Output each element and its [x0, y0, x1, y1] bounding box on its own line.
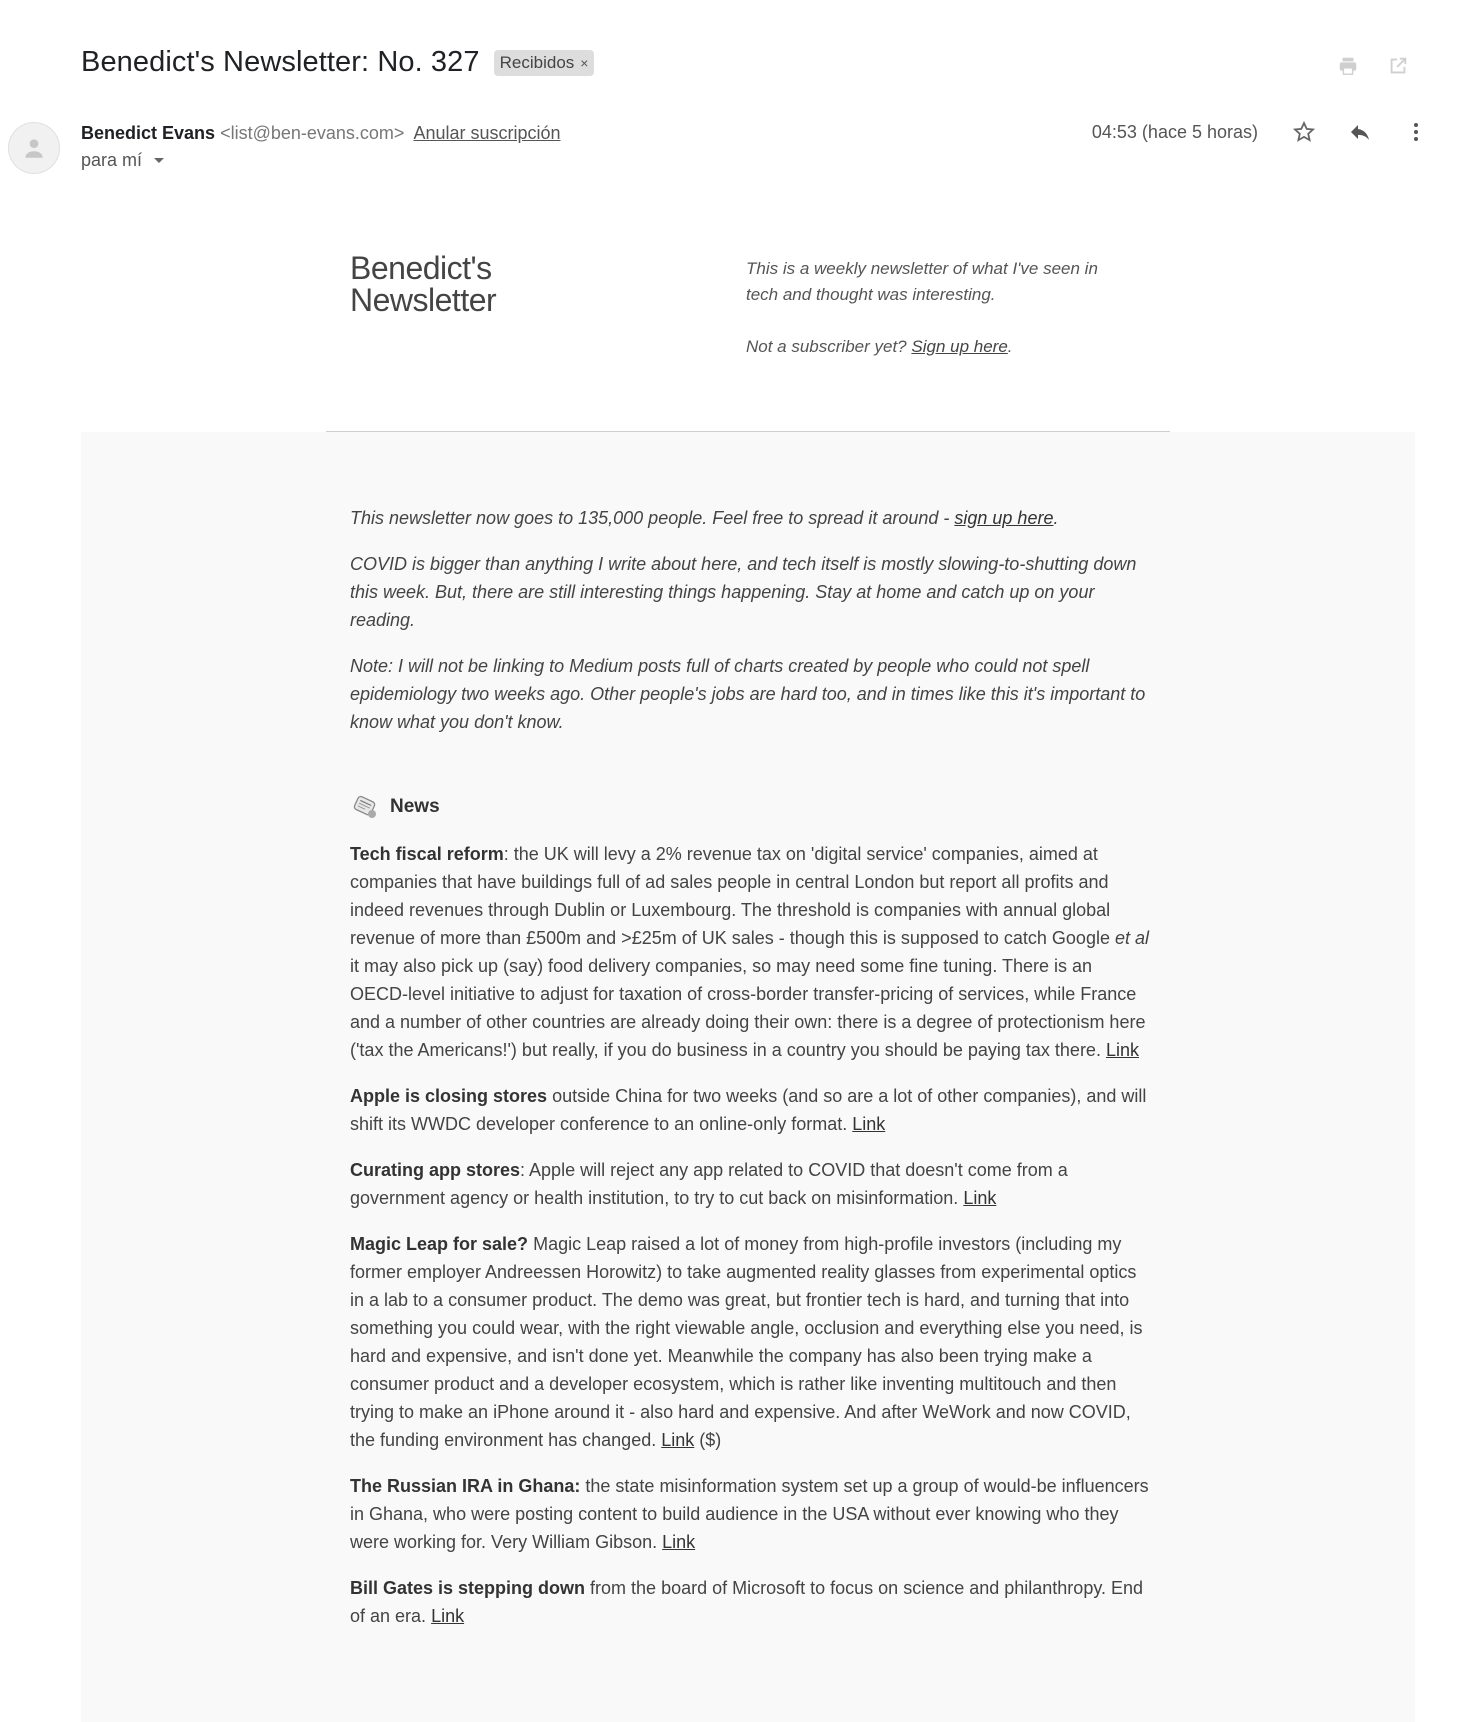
logo-line-2: Newsletter [350, 282, 497, 318]
news-section-heading [350, 792, 1150, 822]
sender-name[interactable]: Benedict Evans [81, 123, 216, 143]
news-item-title: The Russian IRA in Ghana: [350, 1476, 581, 1496]
subscribe-prompt-suffix: . [1007, 337, 1013, 356]
paywall-marker: ($) [699, 1430, 722, 1450]
newspaper-icon [350, 792, 380, 822]
reply-icon[interactable] [1346, 118, 1374, 146]
intro-text: This is a weekly newsletter of what I've seen in tech and thought was interesting. [746, 259, 1098, 304]
news-item-title: Tech fiscal reform [350, 844, 504, 864]
news-item-text-continued: it may also pick up (say) food delivery companies, so may need some fine tuning. There is an OECD-level initiative to adjust for taxation of cross-border transfer-pricing of services, while France and a number of other countries are already doing their own: there is a degree of protectionism here ('tax the Americans!') but really, if you do business in a country you should be paying tax there. [350, 956, 1146, 1060]
news-item-title: Curating app stores [350, 1160, 521, 1180]
newsletter-header [350, 252, 1140, 412]
subscribe-prompt-text: Not a subscriber yet? [746, 337, 907, 356]
news-item-bill-gates [350, 1574, 1150, 1630]
news-item-text: : Apple will reject any app related to COVID that doesn't come from a government agency or health institution, to try to cut back on misinformation. [350, 1160, 1068, 1208]
more-vertical-icon[interactable] [1402, 118, 1430, 146]
newsletter-logo [350, 252, 496, 316]
newsletter-content [350, 504, 1150, 1648]
open-in-new-window-icon[interactable] [1386, 54, 1410, 78]
news-item-tech-fiscal-reform [350, 840, 1150, 1064]
label-chip-text: Recibidos [499, 52, 575, 72]
covid-note: COVID is bigger than anything I write about here, and tech itself is mostly slowing-to-shutting down this week. But, there are still interesting things happening. Stay at home and catch up on your reading. [350, 554, 1137, 630]
recipient-label: para mí [81, 150, 143, 170]
sender-line [81, 123, 561, 144]
sender-avatar [8, 122, 60, 174]
news-item-title: Apple is closing stores [350, 1086, 548, 1106]
top-right-actions [1336, 54, 1410, 78]
news-item-link[interactable]: Link [963, 1188, 997, 1208]
news-item-text: outside China for two weeks (and so are a lot of other companies), and will shift its WWDC developer conference to an online-only format. [350, 1086, 1147, 1134]
logo-line-1: Benedict's [350, 250, 492, 286]
news-item-apple-stores [350, 1082, 1150, 1138]
message-timestamp: 04:53 (hace 5 horas) [1091, 121, 1258, 142]
reach-note-suffix: . [1053, 508, 1059, 528]
news-item-text: from the board of Microsoft to focus on science and philanthropy. End of an era. [350, 1578, 1144, 1626]
reach-note-text: This newsletter now goes to 135,000 people. Feel free to spread it around - [350, 508, 950, 528]
sign-up-link[interactable]: Sign up here [911, 337, 1008, 356]
sign-up-here-link[interactable]: sign up here [954, 508, 1054, 528]
news-item-link[interactable]: Link [852, 1114, 886, 1134]
unsubscribe-link[interactable]: Anular suscripción [413, 123, 561, 143]
news-item-link[interactable]: Link [1105, 1040, 1139, 1060]
news-item-emphasis: et al [1114, 928, 1150, 948]
newsletter-intro [746, 256, 1126, 386]
subscribe-prompt [746, 334, 1126, 360]
person-icon [21, 135, 47, 161]
news-item-link[interactable]: Link [431, 1606, 465, 1626]
medium-note: Note: I will not be linking to Medium posts full of charts created by people who could not spell epidemiology two weeks ago. Other people's jobs are hard too, and in times like this it's important to know what you don't know. [350, 656, 1146, 732]
email-subject-row [81, 46, 594, 79]
news-item-text: Magic Leap raised a lot of money from high-profile investors (including my former employer Andreessen Horowitz) to take augmented reality glasses from experimental optics in a lab to a consumer product. The demo was great, but frontier tech is hard, and turning that into something you could wear, with the right viewable angle, occlusion and everything else you need, is hard and expensive, and isn't done yet. Meanwhile the company has also been trying make a consumer product and a developer ecosystem, which is rather like inventing multitouch and then trying to make an iPhone around it - also hard and expensive. And after WeWork and now COVID, the funding environment has changed. [350, 1234, 1143, 1450]
news-item-link[interactable]: Link [661, 1430, 695, 1450]
remove-label-button[interactable]: × [580, 54, 589, 71]
recipient-line [81, 150, 164, 171]
email-subject: Benedict's Newsletter: No. 327 [81, 46, 480, 78]
news-item-title: Bill Gates is stepping down [350, 1578, 586, 1598]
news-item-title: Magic Leap for sale? [350, 1234, 529, 1254]
newsletter-body [81, 432, 1415, 1722]
star-icon[interactable] [1290, 118, 1318, 146]
printer-icon[interactable] [1336, 54, 1360, 78]
message-actions [1092, 118, 1430, 146]
reach-note [350, 504, 1150, 532]
news-item-text: the state misinformation system set up a group of would-be influencers in Ghana, who were posting content to build audience in the USA without ever knowing who they were working for. Very William Gibson. [350, 1476, 1149, 1552]
news-item-russian-ira [350, 1472, 1150, 1556]
news-item-link[interactable]: Link [662, 1532, 696, 1552]
label-chip-inbox[interactable] [494, 50, 595, 76]
news-item-app-stores [350, 1156, 1150, 1212]
sender-email: <list@ben-evans.com> [220, 123, 405, 143]
news-item-text: : the UK will levy a 2% revenue tax on 'digital service' companies, aimed at companies that have buildings full of ad sales people in central London but report all profits and indeed revenues through Dublin or Luxembourg. The threshold is companies with annual global revenue of more than £500m and >£25m of UK sales - though this is supposed to catch Google [350, 844, 1111, 948]
news-section-title: News [390, 796, 440, 817]
show-details-chevron-down-icon[interactable] [154, 158, 164, 163]
news-item-magic-leap [350, 1230, 1150, 1454]
